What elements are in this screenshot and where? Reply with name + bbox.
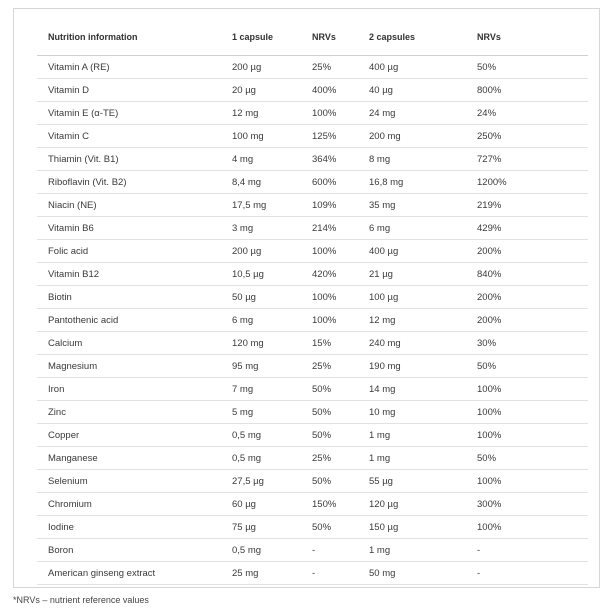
one-capsule-nrv: 25% [312, 447, 369, 470]
two-capsules-amount: 8 mg [369, 148, 477, 171]
one-capsule-nrv: 25% [312, 355, 369, 378]
two-capsules-amount: 100 µg [369, 286, 477, 309]
two-capsules-amount: 1 mg [369, 539, 477, 562]
two-capsules-amount: 6 mg [369, 217, 477, 240]
two-capsules-amount: 120 µg [369, 493, 477, 516]
table-row [37, 401, 588, 424]
two-capsules-amount: 1 mg [369, 447, 477, 470]
two-capsules-amount: 400 µg [369, 240, 477, 263]
footnote: *NRVs – nutrient reference values [13, 595, 149, 605]
nutrient-name: Pantothenic acid [37, 309, 232, 332]
one-capsule-amount: 95 mg [232, 355, 312, 378]
table-row [37, 171, 588, 194]
table-body [37, 56, 588, 585]
nutrient-name: Magnesium [37, 355, 232, 378]
one-capsule-nrv: 100% [312, 286, 369, 309]
one-capsule-nrv: 50% [312, 516, 369, 539]
nutrient-name: American ginseng extract [37, 562, 232, 585]
nutrient-name: Iron [37, 378, 232, 401]
two-capsules-amount: 50 mg [369, 562, 477, 585]
two-capsules-nrv: 300% [477, 493, 588, 516]
two-capsules-amount: 12 mg [369, 309, 477, 332]
one-capsule-amount: 60 µg [232, 493, 312, 516]
nutrient-name: Manganese [37, 447, 232, 470]
one-capsule-nrv: 100% [312, 102, 369, 125]
header-nrvs-two: NRVs [477, 19, 588, 56]
two-capsules-nrv: 24% [477, 102, 588, 125]
two-capsules-nrv: 250% [477, 125, 588, 148]
table-row [37, 102, 588, 125]
one-capsule-amount: 8,4 mg [232, 171, 312, 194]
two-capsules-nrv: 800% [477, 79, 588, 102]
nutrient-name: Vitamin B6 [37, 217, 232, 240]
two-capsules-nrv: 50% [477, 447, 588, 470]
one-capsule-nrv: - [312, 562, 369, 585]
two-capsules-nrv: 100% [477, 401, 588, 424]
one-capsule-nrv: 400% [312, 79, 369, 102]
two-capsules-nrv: 429% [477, 217, 588, 240]
two-capsules-nrv: 100% [477, 424, 588, 447]
nutrition-table [37, 19, 588, 585]
nutrient-name: Iodine [37, 516, 232, 539]
nutrient-name: Chromium [37, 493, 232, 516]
one-capsule-amount: 0,5 mg [232, 447, 312, 470]
one-capsule-nrv: 364% [312, 148, 369, 171]
nutrition-panel [13, 8, 600, 588]
table-row [37, 309, 588, 332]
one-capsule-amount: 20 µg [232, 79, 312, 102]
one-capsule-amount: 120 mg [232, 332, 312, 355]
one-capsule-amount: 100 mg [232, 125, 312, 148]
nutrient-name: Biotin [37, 286, 232, 309]
one-capsule-amount: 27,5 µg [232, 470, 312, 493]
two-capsules-amount: 240 mg [369, 332, 477, 355]
one-capsule-amount: 200 µg [232, 240, 312, 263]
two-capsules-amount: 35 mg [369, 194, 477, 217]
header-nrvs-one: NRVs [312, 19, 369, 56]
nutrient-name: Selenium [37, 470, 232, 493]
one-capsule-amount: 0,5 mg [232, 539, 312, 562]
nutrient-name: Thiamin (Vit. B1) [37, 148, 232, 171]
one-capsule-nrv: 150% [312, 493, 369, 516]
two-capsules-nrv: 200% [477, 240, 588, 263]
two-capsules-nrv: 200% [477, 309, 588, 332]
one-capsule-nrv: 100% [312, 240, 369, 263]
one-capsule-nrv: 50% [312, 470, 369, 493]
table-row [37, 355, 588, 378]
two-capsules-nrv: - [477, 562, 588, 585]
one-capsule-nrv: 600% [312, 171, 369, 194]
table-row [37, 378, 588, 401]
table-row [37, 424, 588, 447]
table-row [37, 263, 588, 286]
table-row [37, 539, 588, 562]
two-capsules-amount: 21 µg [369, 263, 477, 286]
table-row [37, 562, 588, 585]
nutrient-name: Vitamin E (α-TE) [37, 102, 232, 125]
two-capsules-amount: 40 µg [369, 79, 477, 102]
table-row [37, 493, 588, 516]
two-capsules-nrv: 200% [477, 286, 588, 309]
nutrient-name: Niacin (NE) [37, 194, 232, 217]
one-capsule-amount: 75 µg [232, 516, 312, 539]
nutrient-name: Vitamin C [37, 125, 232, 148]
one-capsule-nrv: 125% [312, 125, 369, 148]
table-row [37, 447, 588, 470]
two-capsules-amount: 55 µg [369, 470, 477, 493]
two-capsules-nrv: 30% [477, 332, 588, 355]
two-capsules-nrv: 727% [477, 148, 588, 171]
two-capsules-nrv: 100% [477, 378, 588, 401]
one-capsule-nrv: 214% [312, 217, 369, 240]
nutrient-name: Copper [37, 424, 232, 447]
nutrient-name: Vitamin A (RE) [37, 56, 232, 79]
two-capsules-nrv: 840% [477, 263, 588, 286]
one-capsule-nrv: 50% [312, 424, 369, 447]
nutrient-name: Riboflavin (Vit. B2) [37, 171, 232, 194]
one-capsule-amount: 50 µg [232, 286, 312, 309]
table-row [37, 516, 588, 539]
nutrient-name: Boron [37, 539, 232, 562]
two-capsules-amount: 16,8 mg [369, 171, 477, 194]
table-row [37, 148, 588, 171]
two-capsules-nrv: - [477, 539, 588, 562]
nutrient-name: Calcium [37, 332, 232, 355]
table-row [37, 56, 588, 79]
two-capsules-nrv: 100% [477, 470, 588, 493]
two-capsules-amount: 190 mg [369, 355, 477, 378]
nutrient-name: Vitamin B12 [37, 263, 232, 286]
table-row [37, 194, 588, 217]
nutrient-name: Vitamin D [37, 79, 232, 102]
one-capsule-nrv: 100% [312, 309, 369, 332]
one-capsule-amount: 7 mg [232, 378, 312, 401]
one-capsule-amount: 12 mg [232, 102, 312, 125]
two-capsules-amount: 24 mg [369, 102, 477, 125]
table-row [37, 125, 588, 148]
two-capsules-amount: 1 mg [369, 424, 477, 447]
one-capsule-amount: 4 mg [232, 148, 312, 171]
two-capsules-nrv: 50% [477, 56, 588, 79]
two-capsules-amount: 150 µg [369, 516, 477, 539]
two-capsules-amount: 200 mg [369, 125, 477, 148]
two-capsules-nrv: 50% [477, 355, 588, 378]
one-capsule-amount: 25 mg [232, 562, 312, 585]
table-row [37, 217, 588, 240]
one-capsule-amount: 5 mg [232, 401, 312, 424]
one-capsule-nrv: 50% [312, 378, 369, 401]
two-capsules-nrv: 219% [477, 194, 588, 217]
header-one-capsule: 1 capsule [232, 19, 312, 56]
one-capsule-nrv: - [312, 539, 369, 562]
two-capsules-amount: 14 mg [369, 378, 477, 401]
one-capsule-amount: 0,5 mg [232, 424, 312, 447]
table-row [37, 286, 588, 309]
table-row [37, 332, 588, 355]
table-row [37, 470, 588, 493]
one-capsule-amount: 3 mg [232, 217, 312, 240]
table-row [37, 240, 588, 263]
one-capsule-nrv: 420% [312, 263, 369, 286]
table-row [37, 79, 588, 102]
two-capsules-nrv: 100% [477, 516, 588, 539]
one-capsule-nrv: 109% [312, 194, 369, 217]
two-capsules-nrv: 1200% [477, 171, 588, 194]
one-capsule-amount: 17,5 mg [232, 194, 312, 217]
one-capsule-amount: 6 mg [232, 309, 312, 332]
one-capsule-nrv: 50% [312, 401, 369, 424]
one-capsule-amount: 10,5 µg [232, 263, 312, 286]
header-nutrition-information: Nutrition information [37, 19, 232, 56]
two-capsules-amount: 400 µg [369, 56, 477, 79]
nutrient-name: Folic acid [37, 240, 232, 263]
one-capsule-nrv: 25% [312, 56, 369, 79]
header-two-capsules: 2 capsules [369, 19, 477, 56]
nutrient-name: Zinc [37, 401, 232, 424]
two-capsules-amount: 10 mg [369, 401, 477, 424]
one-capsule-nrv: 15% [312, 332, 369, 355]
one-capsule-amount: 200 µg [232, 56, 312, 79]
table-header-row [37, 19, 588, 56]
